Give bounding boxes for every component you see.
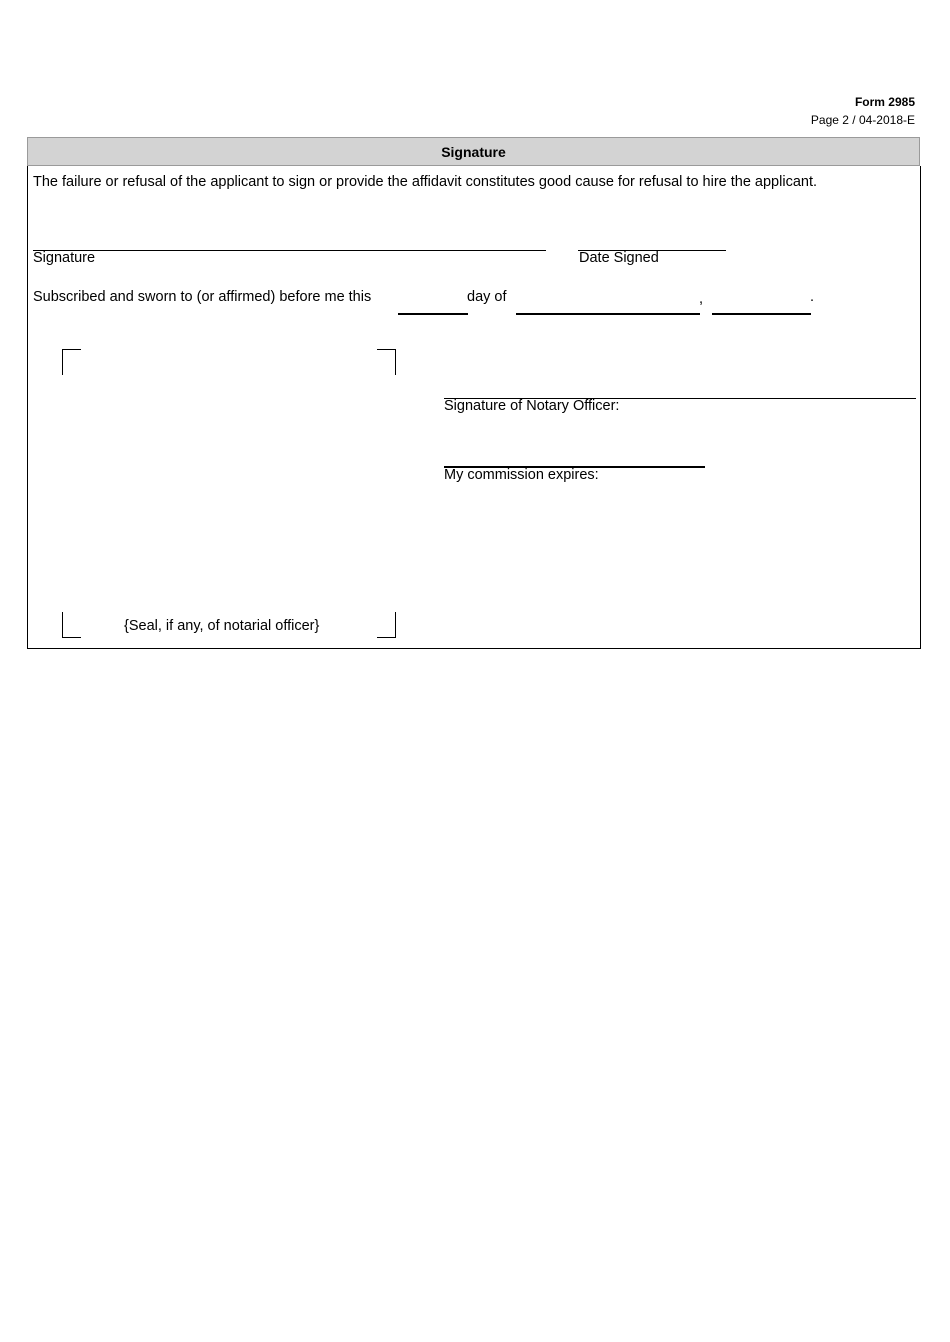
seal-corner-top-left: [62, 349, 81, 375]
day-field-line[interactable]: [398, 313, 468, 315]
refusal-statement: The failure or refusal of the applicant to sign or provide the affidavit constitutes good cause for refusal to hire the applicant.: [33, 174, 817, 190]
seal-corner-bottom-left: [62, 612, 81, 638]
section-title: Signature: [441, 144, 506, 160]
section-header: [27, 137, 920, 166]
date-signed-label: Date Signed: [579, 250, 659, 266]
form-number: Form 2985: [854, 95, 915, 109]
month-field-line[interactable]: [516, 313, 700, 315]
period-mark: .: [810, 289, 815, 305]
notary-signature-label: Signature of Notary Officer:: [444, 398, 620, 414]
seal-label: {Seal, if any, of notarial officer}: [124, 618, 320, 634]
seal-corner-top-right: [377, 349, 396, 375]
signature-line[interactable]: [33, 250, 546, 251]
year-field-line[interactable]: [712, 313, 811, 315]
page-info: Page 2 / 04-2018-E: [810, 113, 915, 127]
day-of-label: day of: [467, 289, 507, 305]
comma-separator: ,: [699, 291, 704, 307]
seal-corner-bottom-right: [377, 612, 396, 638]
commission-expires-label: My commission expires:: [444, 467, 599, 483]
sworn-statement: Subscribed and sworn to (or affirmed) before me this: [33, 289, 372, 305]
signature-label: Signature: [33, 250, 96, 266]
